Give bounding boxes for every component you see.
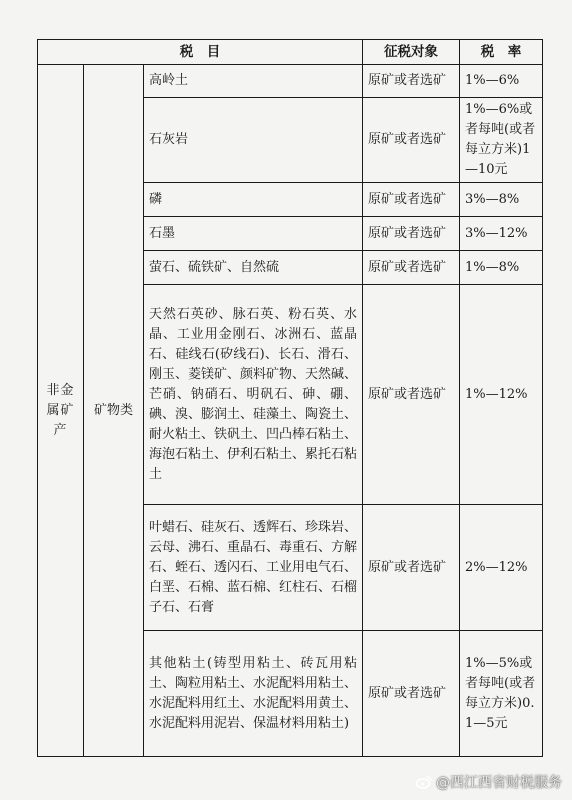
subcategory-cell: 矿物类 (84, 65, 144, 757)
watermark (416, 772, 562, 792)
rate-cell: 1%—5%或者每吨(或者每立方米)0.1—5元 (460, 631, 543, 757)
item-cell: 石墨 (144, 217, 363, 251)
rate-cell: 1%—6%或者每吨(或者每立方米)1—10元 (460, 98, 543, 183)
object-cell: 原矿或者选矿 (363, 505, 460, 631)
table-header-row (38, 40, 543, 65)
item-cell: 萤石、硫铁矿、自然硫 (144, 251, 363, 285)
object-cell: 原矿或者选矿 (363, 251, 460, 285)
resource-tax-table (37, 39, 543, 757)
rate-cell: 2%—12% (460, 505, 543, 631)
item-cell: 叶蜡石、硅灰石、透辉石、珍珠岩、云母、沸石、重晶石、毒重石、方解石、蛭石、透闪石、工业用电气石、白垩、石棉、蓝石棉、红柱石、石榴子石、石膏 (144, 505, 363, 631)
watermark-text: @西江西省财税服务 (436, 775, 562, 791)
header-object: 征税对象 (363, 40, 460, 65)
rate-cell: 3%—8% (460, 183, 543, 217)
item-cell: 石灰岩 (144, 98, 363, 183)
item-cell: 高岭土 (144, 65, 363, 98)
table-row (38, 65, 543, 98)
weibo-icon (416, 775, 432, 789)
object-cell: 原矿或者选矿 (363, 183, 460, 217)
header-item: 税 目 (38, 40, 363, 65)
object-cell: 原矿或者选矿 (363, 631, 460, 757)
object-cell: 原矿或者选矿 (363, 98, 460, 183)
rate-cell: 3%—12% (460, 217, 543, 251)
object-cell: 原矿或者选矿 (363, 217, 460, 251)
header-rate: 税 率 (460, 40, 543, 65)
rate-cell: 1%—12% (460, 285, 543, 505)
item-cell: 磷 (144, 183, 363, 217)
rate-cell: 1%—8% (460, 251, 543, 285)
rate-cell: 1%—6% (460, 65, 543, 98)
object-cell: 原矿或者选矿 (363, 65, 460, 98)
item-cell: 其他粘土(铸型用粘土、砖瓦用粘土、陶粒用粘土、水泥配料用粘土、水泥配料用红土、水泥配料用黄土、水泥配料用泥岩、保温材料用粘土) (144, 631, 363, 757)
item-cell: 天然石英砂、脉石英、粉石英、水晶、工业用金刚石、冰洲石、蓝晶石、硅线石(矽线石)、长石、滑石、刚玉、菱镁矿、颜料矿物、天然碱、芒硝、钠硝石、明矾石、砷、硼、碘、溴、膨润土、硅藻土、陶瓷土、耐火粘土、铁矾土、凹凸棒石粘土、海泡石粘土、伊利石粘土、累托石粘土 (144, 285, 363, 505)
category-cell: 非金属矿产 (38, 65, 84, 757)
object-cell: 原矿或者选矿 (363, 285, 460, 505)
